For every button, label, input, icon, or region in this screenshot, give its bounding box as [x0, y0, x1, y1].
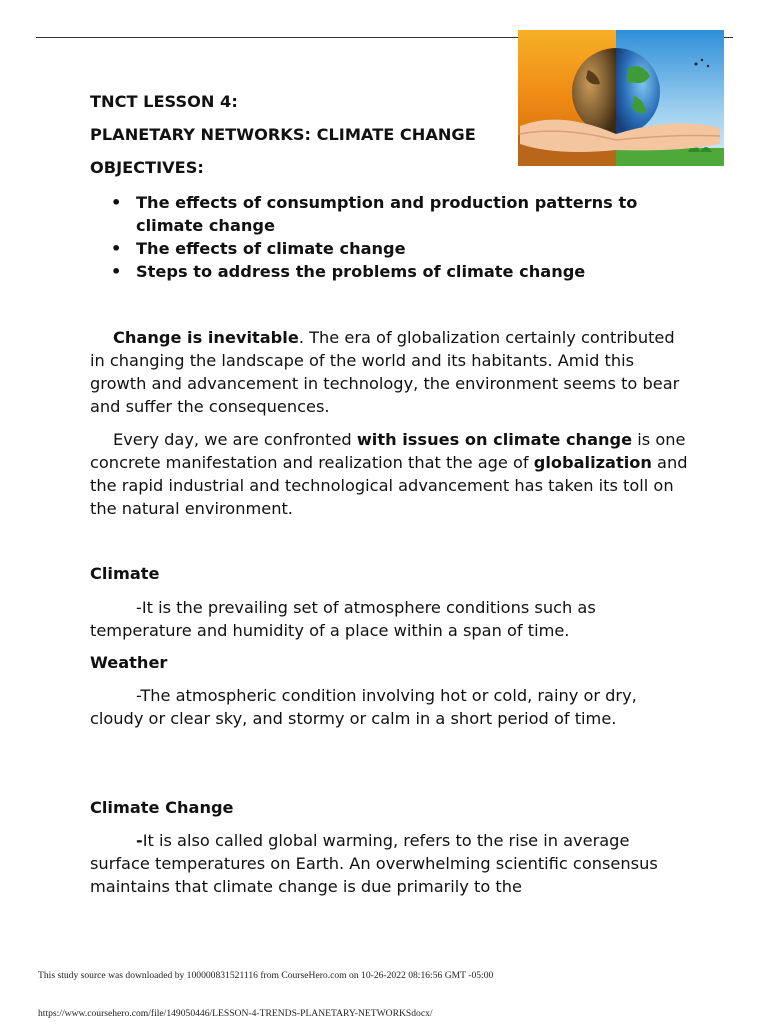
- intro-text: Every day, we are confronted: [113, 430, 357, 449]
- weather-heading: Weather: [90, 653, 168, 672]
- objectives-heading: OBJECTIVES:: [90, 158, 204, 177]
- climate-globe-image: [518, 30, 724, 166]
- climate-heading: Climate: [90, 564, 160, 583]
- weather-definition: -The atmospheric condition involving hot or cold, rainy or dry, cloudy or clear sky, and stormy or calm in a short period of time.: [90, 686, 637, 728]
- intro-paragraph-1: [90, 326, 690, 418]
- intro-bold: with issues on climate change: [356, 430, 633, 449]
- climate-definition: -It is the prevailing set of atmosphere conditions such as temperature and humidity of a place within a span of time.: [90, 598, 596, 640]
- definition-dash: -: [136, 831, 143, 850]
- intro-bold: globalization: [533, 453, 652, 472]
- intro-bold-lead: Change is inevitable: [113, 328, 299, 347]
- climate-change-definition: [90, 829, 690, 898]
- climate-change-heading: Climate Change: [90, 798, 234, 817]
- objectives-list: [90, 191, 690, 283]
- objective-item: • The effects of consumption and production patterns to climate change: [136, 191, 690, 237]
- intro-text: and the rapid industrial and technological advancement has taken its toll on the natural environment.: [90, 453, 688, 518]
- lesson-number: TNCT LESSON 4:: [90, 92, 238, 111]
- intro-text: is one concrete manifestation and realization that the age of: [90, 430, 686, 472]
- page-title: PLANETARY NETWORKS: CLIMATE CHANGE: [90, 125, 476, 144]
- intro-text: . The era of globalization certainly contributed in changing the landscape of the world and its habitants. Amid this growth and advancement in technology, the environment seems to bear and suffer the consequences.: [90, 328, 680, 416]
- source-url[interactable]: https://www.coursehero.com/file/149050446/LESSON-4-TRENDS-PLANETARY-NETWORKSdocx/: [38, 1008, 433, 1019]
- intro-paragraph-2: [90, 428, 690, 520]
- definition-text: It is also called global warming, refers to the rise in average surface temperatures on Earth. An overwhelming scientific consensus maintains that climate change is due primarily to the: [90, 831, 658, 896]
- objective-item: • Steps to address the problems of climate change: [136, 260, 690, 283]
- download-notice: This study source was downloaded by 100000831521116 from CourseHero.com on 10-26-2022 08:16:56 GMT -05:00: [38, 970, 494, 981]
- objective-item: • The effects of climate change: [136, 237, 690, 260]
